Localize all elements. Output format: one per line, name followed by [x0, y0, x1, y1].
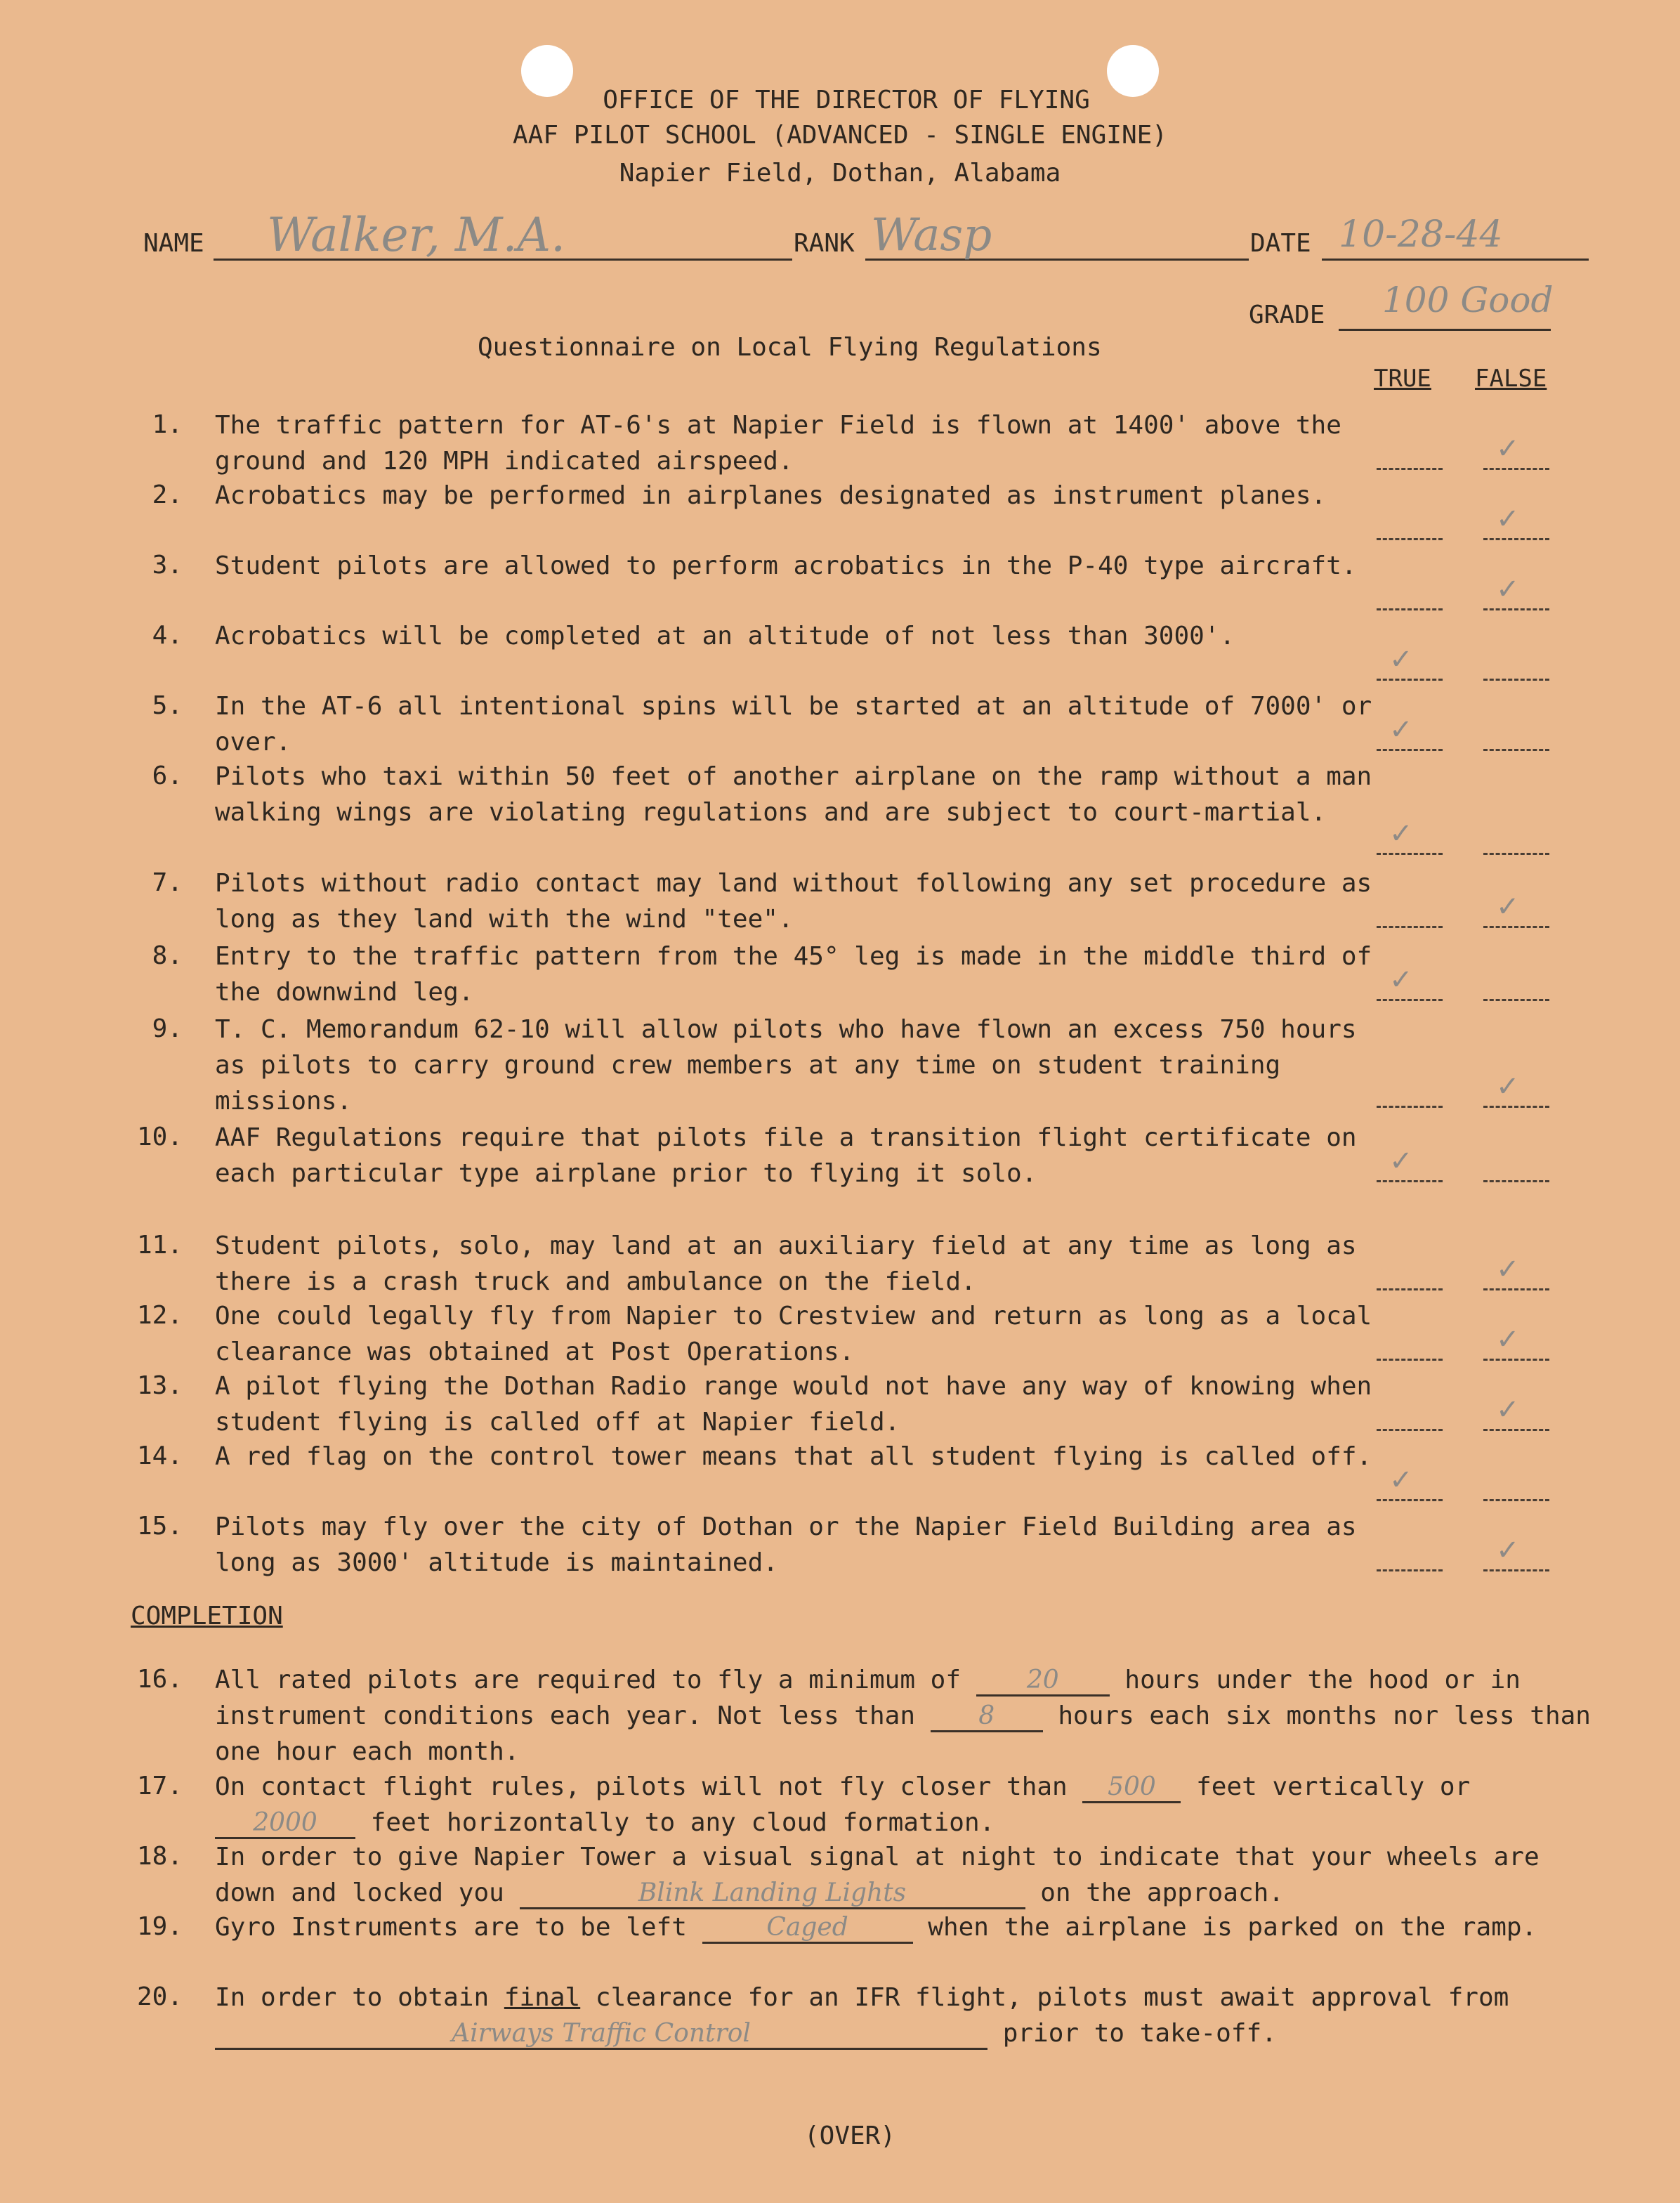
true-answer-blank[interactable]: [1377, 1180, 1443, 1182]
check-mark-icon: ✓: [1389, 818, 1413, 850]
header-school: AAF PILOT SCHOOL (ADVANCED - SINGLE ENGINE): [513, 121, 1167, 150]
check-mark-icon: ✓: [1496, 1394, 1520, 1426]
false-answer-blank[interactable]: [1483, 1569, 1549, 1571]
question-number: 7.: [152, 868, 183, 897]
check-mark-icon: ✓: [1496, 1071, 1520, 1103]
false-answer-blank[interactable]: [1483, 749, 1549, 751]
true-answer-blank[interactable]: [1377, 1288, 1443, 1290]
questionnaire-title: Questionnaire on Local Flying Regulations: [478, 333, 1102, 362]
fill-blank[interactable]: [215, 1809, 355, 1839]
grade-label: GRADE: [1249, 301, 1325, 329]
header-office: OFFICE OF THE DIRECTOR OF FLYING: [603, 86, 1090, 115]
false-answer-blank[interactable]: [1483, 1180, 1549, 1182]
question-text: Gyro Instruments are to be left Caged when the airplane is parked on the ramp.: [215, 1909, 1592, 1945]
fill-blank[interactable]: [702, 1914, 913, 1944]
fill-blank[interactable]: [976, 1666, 1110, 1697]
question-number: 17.: [136, 1772, 183, 1800]
check-mark-icon: ✓: [1496, 573, 1520, 606]
question-text: Entry to the traffic pattern from the 45° leg is made in the middle third of the downwind leg.: [215, 942, 1372, 1007]
true-answer-blank[interactable]: [1377, 1359, 1443, 1361]
fill-blank[interactable]: [1082, 1773, 1181, 1803]
question-number: 14.: [136, 1442, 183, 1470]
name-value: Walker, M.A.: [267, 208, 566, 262]
question-text: In order to give Napier Tower a visual signal at night to indicate that your wheels are down and locked you Blink Landing Lights on the approach.: [215, 1839, 1592, 1911]
check-mark-icon: ✓: [1389, 714, 1413, 746]
check-mark-icon: ✓: [1496, 1323, 1520, 1356]
fill-answer: 500: [1108, 1772, 1156, 1801]
question-number: 8.: [152, 941, 183, 970]
question-text: A red flag on the control tower means that all student flying is called off.: [215, 1442, 1372, 1471]
fill-blank[interactable]: [520, 1879, 1025, 1909]
grade-line: [1339, 329, 1551, 331]
fill-answer: 20: [1026, 1666, 1059, 1694]
check-mark-icon: ✓: [1389, 1464, 1413, 1496]
check-mark-icon: ✓: [1389, 964, 1413, 996]
false-column-header: FALSE: [1475, 365, 1547, 393]
question-number: 4.: [152, 621, 183, 650]
fill-blank[interactable]: [931, 1702, 1043, 1732]
check-mark-icon: ✓: [1496, 433, 1520, 465]
check-mark-icon: ✓: [1496, 503, 1520, 535]
true-answer-blank[interactable]: [1377, 538, 1443, 540]
false-answer-blank[interactable]: [1483, 679, 1549, 681]
check-mark-icon: ✓: [1496, 1253, 1520, 1286]
question-text: Pilots may fly over the city of Dothan or the Napier Field Building area as long as 3000' altitude is maintained.: [215, 1512, 1357, 1577]
true-answer-blank[interactable]: [1377, 926, 1443, 928]
question-text: Acrobatics will be completed at an altitude of not less than 3000'.: [215, 622, 1235, 651]
question-number: 6.: [152, 761, 183, 790]
name-label: NAME: [143, 229, 204, 258]
false-answer-blank[interactable]: [1483, 926, 1549, 928]
false-answer-blank[interactable]: [1483, 999, 1549, 1001]
page-footer: (OVER): [803, 2122, 896, 2150]
question-text: Student pilots, solo, may land at an auxiliary field at any time as long as there is a crash truck and ambulance on the field.: [215, 1231, 1357, 1296]
fill-answer: Caged: [766, 1913, 848, 1942]
question-number: 12.: [136, 1301, 183, 1330]
question-number: 11.: [136, 1231, 183, 1260]
false-answer-blank[interactable]: [1483, 1106, 1549, 1108]
question-number: 10.: [136, 1123, 183, 1151]
false-answer-blank[interactable]: [1483, 1429, 1549, 1431]
question-text: Pilots who taxi within 50 feet of another airplane on the ramp without a man walking wings are violating regulations and are subject to court-martial.: [215, 762, 1372, 827]
fill-answer: 2000: [253, 1808, 317, 1837]
question-number: 19.: [136, 1912, 183, 1941]
question-number: 20.: [136, 1982, 183, 2011]
rank-label: RANK: [794, 229, 855, 258]
question-number: 1.: [152, 410, 183, 439]
question-number: 3.: [152, 551, 183, 580]
true-answer-blank[interactable]: [1377, 1429, 1443, 1431]
question-number: 5.: [152, 691, 183, 720]
question-text: Student pilots are allowed to perform acrobatics in the P-40 type aircraft.: [215, 551, 1357, 580]
question-text: T. C. Memorandum 62-10 will allow pilots who have flown an excess 750 hours as pilots to carry ground crew members at any time on student training missions.: [215, 1015, 1357, 1116]
fill-answer: Airways Traffic Control: [452, 2019, 751, 2048]
check-mark-icon: ✓: [1496, 891, 1520, 923]
fill-answer: 8: [978, 1701, 995, 1730]
header-location: Napier Field, Dothan, Alabama: [619, 159, 1061, 188]
date-line: [1322, 259, 1589, 261]
question-number: 15.: [136, 1512, 183, 1541]
check-mark-icon: ✓: [1389, 1145, 1413, 1177]
question-text: All rated pilots are required to fly a minimum of 20 hours under the hood or in instrument conditions each year. Not less than 8 hours each six months nor less than one hour each month.: [215, 1666, 1591, 1766]
question-text: Pilots without radio contact may land without following any set procedure as long as they land with the wind "tee".: [215, 869, 1372, 934]
rank-value: Wasp: [871, 209, 992, 261]
question-number: 9.: [152, 1014, 183, 1043]
true-answer-blank[interactable]: [1377, 749, 1443, 751]
date-value: 10-28-44: [1339, 214, 1503, 256]
date-label: DATE: [1250, 229, 1311, 258]
false-answer-blank[interactable]: [1483, 608, 1549, 610]
question-text: The traffic pattern for AT-6's at Napier Field is flown at 1400' above the ground and 120 MPH indicated airspeed.: [215, 411, 1341, 476]
fill-answer: Blink Landing Lights: [638, 1878, 907, 1907]
question-number: 2.: [152, 481, 183, 509]
true-answer-blank[interactable]: [1377, 679, 1443, 681]
question-text: In order to obtain final clearance for an IFR flight, pilots must await approval from Airways Traffic Control prior to take-off.: [215, 1980, 1592, 2051]
true-answer-blank[interactable]: [1377, 468, 1443, 470]
false-answer-blank[interactable]: [1483, 468, 1549, 470]
question-number: 18.: [136, 1842, 183, 1871]
true-answer-blank[interactable]: [1377, 853, 1443, 855]
false-answer-blank[interactable]: [1483, 1359, 1549, 1361]
true-column-header: TRUE: [1374, 365, 1431, 393]
true-answer-blank[interactable]: [1377, 1499, 1443, 1501]
completion-heading: COMPLETION: [131, 1602, 283, 1630]
true-answer-blank[interactable]: [1377, 1569, 1443, 1571]
false-answer-blank[interactable]: [1483, 1499, 1549, 1501]
true-answer-blank[interactable]: [1377, 999, 1443, 1001]
grade-value: 100 Good: [1382, 280, 1554, 320]
question-text: Acrobatics may be performed in airplanes designated as instrument planes.: [215, 481, 1327, 510]
false-answer-blank[interactable]: [1483, 853, 1549, 855]
question-text: A pilot flying the Dothan Radio range would not have any way of knowing when student flying is called off at Napier field.: [215, 1372, 1372, 1437]
question-number: 13.: [136, 1371, 183, 1400]
question-text: One could legally fly from Napier to Crestview and return as long as a local clearance was obtained at Post Operations.: [215, 1302, 1372, 1366]
question-text: On contact flight rules, pilots will not fly closer than 500 feet vertically or 2000 feet horizontally to any cloud formation.: [215, 1769, 1592, 1841]
question-number: 16.: [136, 1665, 183, 1694]
fill-blank[interactable]: [215, 2020, 987, 2050]
true-answer-blank[interactable]: [1377, 1106, 1443, 1108]
question-text: In the AT-6 all intentional spins will be started at an altitude of 7000' or over.: [215, 692, 1372, 757]
true-answer-blank[interactable]: [1377, 608, 1443, 610]
check-mark-icon: ✓: [1496, 1534, 1520, 1567]
question-text: AAF Regulations require that pilots file a transition flight certificate on each particular type airplane prior to flying it solo.: [215, 1123, 1357, 1188]
false-answer-blank[interactable]: [1483, 538, 1549, 540]
false-answer-blank[interactable]: [1483, 1288, 1549, 1290]
check-mark-icon: ✓: [1389, 643, 1413, 676]
